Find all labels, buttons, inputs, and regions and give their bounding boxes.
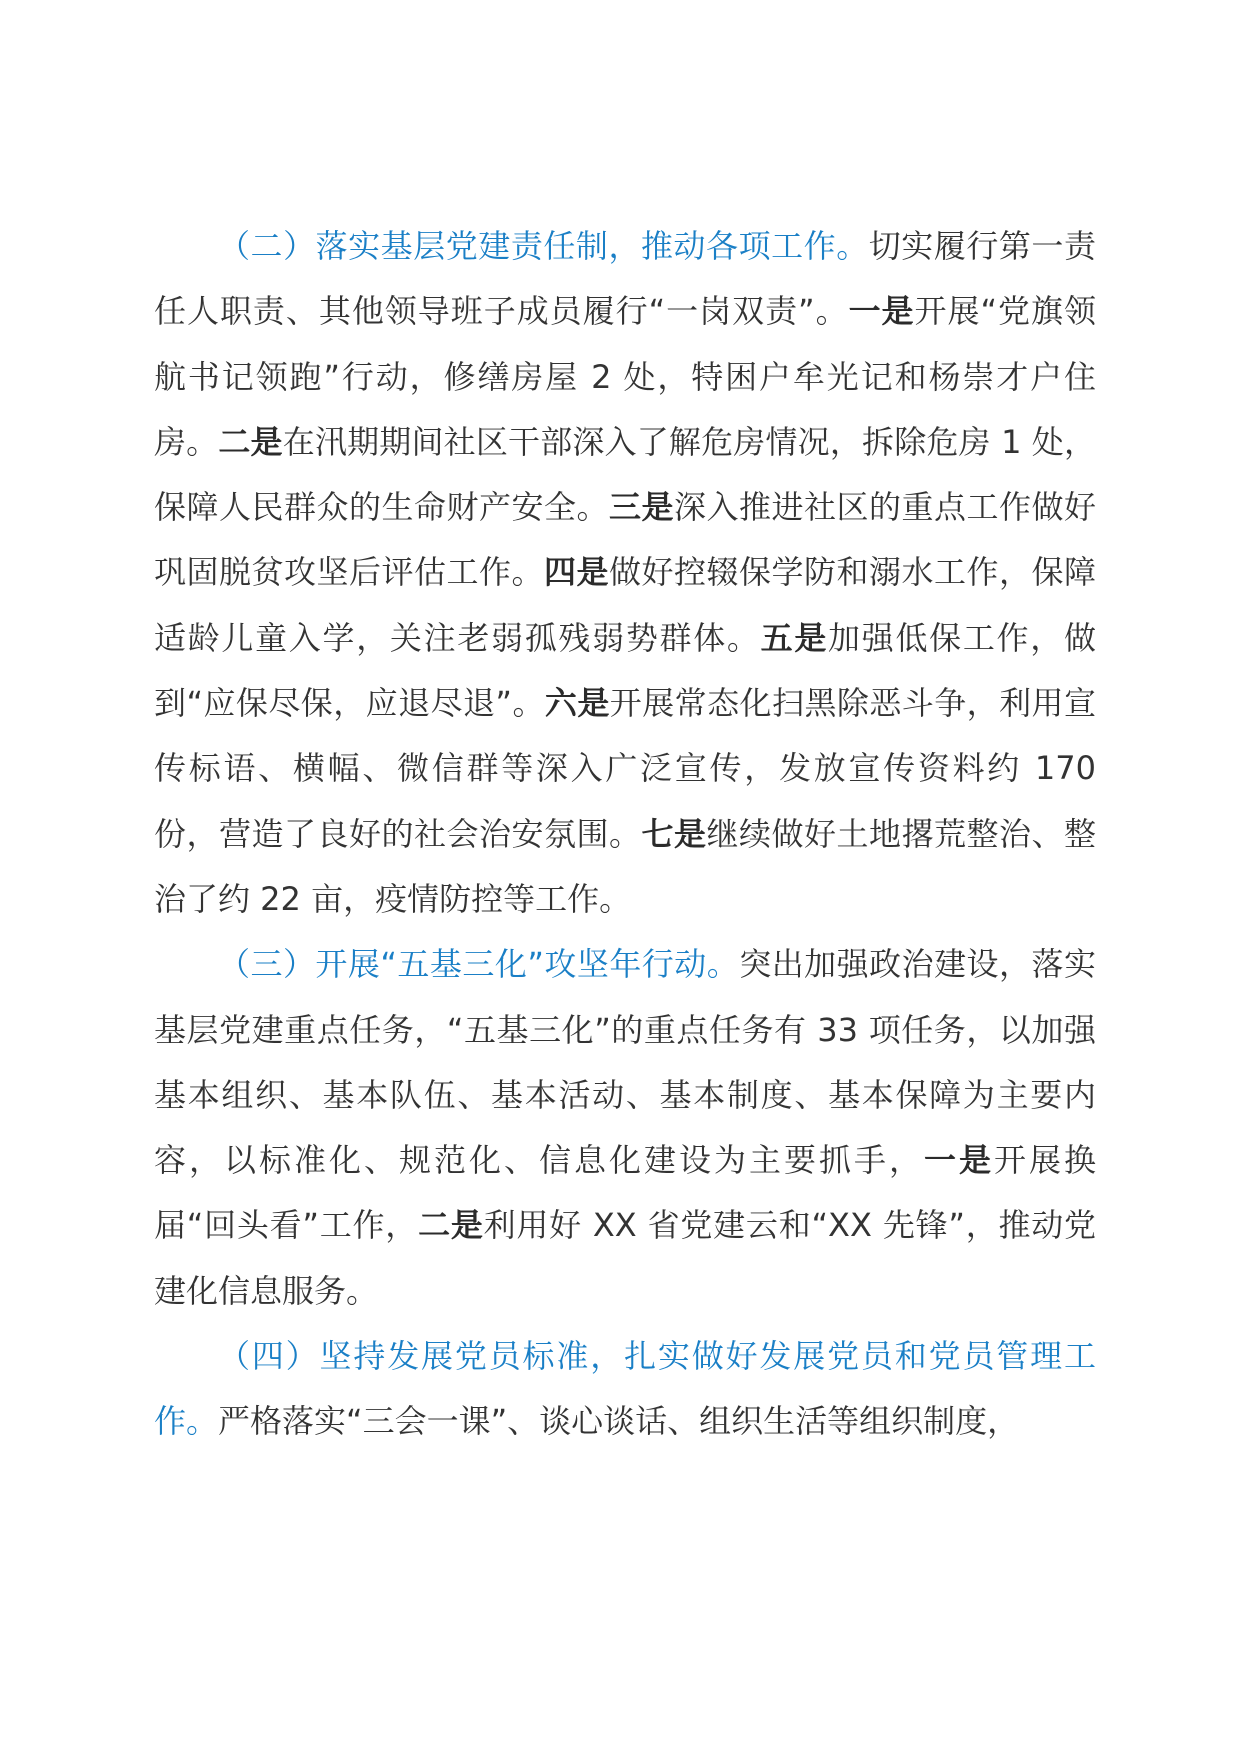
item-text: 利用好 XX 省党建云和“XX 先锋”，推动党建化信息服务。 [154, 1206, 1096, 1310]
section-2-intro: 切实履行第一责任人职责、其他领导班子成员履行“一岗双责”。 [154, 227, 1096, 331]
item-label: 二是 [218, 422, 283, 461]
section-3-paragraph [154, 932, 1096, 1324]
section-4-heading: （四）坚持发展党员标准，扎实做好发展党员和党员管理工作。 [154, 1337, 1096, 1441]
item-label: 一是 [923, 1141, 994, 1180]
item-text: 在汛期期间社区干部深入了解危房情况，拆除危房 1 处，保障人民群众的生命财产安全。 [154, 422, 1096, 527]
section-3-heading: （三）开展“五基三化”攻坚年行动。 [218, 945, 740, 984]
item-label: 六是 [544, 684, 610, 723]
section-2-paragraph [154, 214, 1096, 932]
item-label: 一是 [848, 292, 915, 331]
item-label: 三是 [608, 488, 674, 527]
document-page [154, 214, 1096, 1455]
item-text: 做好控辍保学防和溺水工作，保障适龄儿童入学，关注老弱孤残弱势群体。 [154, 553, 1096, 657]
item-text: 加强低保工作，做到“应保尽保，应退尽退”。 [154, 618, 1096, 723]
item-text: 开展常态化扫黑除恶斗争，利用宣传标语、横幅、微信群等深入广泛宣传，发放宣传资料约 170 份，营造了良好的社会治安氛围。 [154, 684, 1096, 853]
item-text: 开展“党旗领航书记领跑”行动，修缮房屋 2 处，特困户牟光记和杨崇才户住房。 [154, 292, 1096, 461]
item-label: 五是 [760, 618, 829, 657]
item-text: 继续做好土地撂荒整治、整治了约 22 亩，疫情防控等工作。 [154, 814, 1096, 918]
section-4-paragraph [154, 1324, 1096, 1455]
section-2-heading: （二）落实基层党建责任制，推动各项工作。 [218, 227, 869, 265]
item-text: 开展换届“回头看”工作， [154, 1141, 1096, 1245]
item-text: 深入推进社区的重点工作做好巩固脱贫攻坚后评估工作。 [154, 488, 1096, 592]
item-label: 二是 [418, 1206, 484, 1245]
item-label: 四是 [543, 553, 609, 592]
section-4-intro: 严格落实“三会一课”、谈心谈话、组织生活等组织制度， [218, 1402, 1020, 1441]
item-label: 七是 [641, 814, 707, 853]
section-3-intro: 突出加强政治建设，落实基层党建重点任务，“五基三化”的重点任务有 33 项任务，以加强基本组织、基本队伍、基本活动、基本制度、基本保障为主要内容，以标准化、规范化、信息化建设为主要抓手， [154, 945, 1096, 1180]
